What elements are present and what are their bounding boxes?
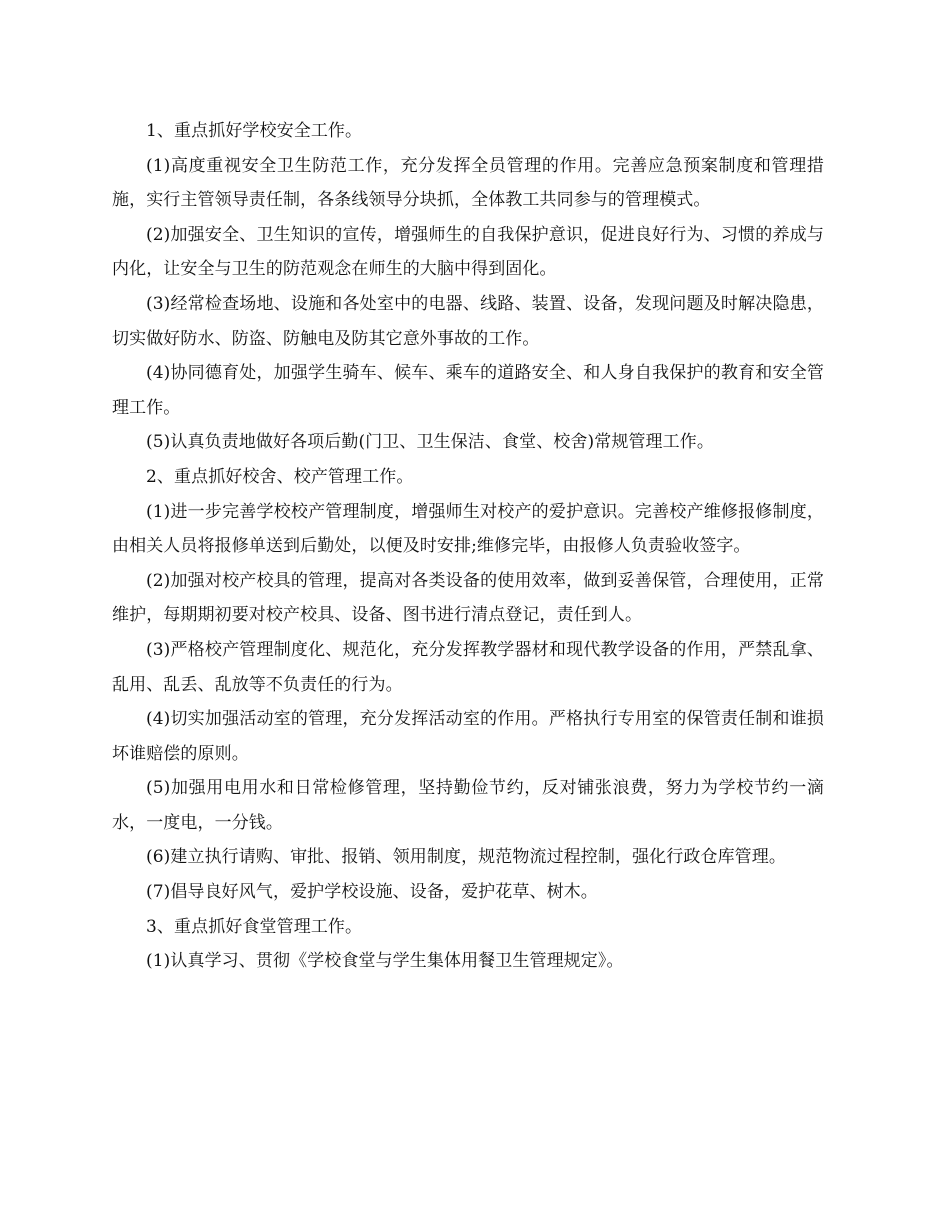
- heading-canteen-management: 3、重点抓好食堂管理工作。: [146, 916, 363, 937]
- paragraph: (5)认真负责地做好各项后勤(门卫、卫生保洁、食堂、校舍)常规管理工作。: [146, 432, 714, 453]
- heading-safety-work: 1、重点抓好学校安全工作。: [146, 121, 363, 141]
- paragraph: (1)高度重视安全卫生防范工作，充分发挥全员管理的作用。完善应急预案制度和管理措施，实行主管领导责任制，各条线领导分块抓，全体教工共同参与的管理模式。: [112, 155, 824, 211]
- paragraph: (1)认真学习、贯彻《学校食堂与学生集体用餐卫生管理规定》。: [146, 951, 624, 972]
- paragraph: (3)严格校产管理制度化、规范化，充分发挥教学器材和现代教学设备的作用，严禁乱拿、乱用、乱丢、乱放等不负责任的行为。: [112, 639, 824, 695]
- heading-property-management: 2、重点抓好校舍、校产管理工作。: [146, 466, 414, 487]
- paragraph: (2)加强对校产校具的管理，提高对各类设备的使用效率，做到妥善保管，合理使用，正常维护，每期期初要对校产校具、设备、图书进行清点登记，责任到人。: [112, 570, 824, 626]
- paragraph: (5)加强用电用水和日常检修管理，坚持勤俭节约，反对铺张浪费，努力为学校节约一滴水，一度电，一分钱。: [112, 778, 824, 833]
- paragraph: (6)建立执行请购、审批、报销、领用制度，规范物流过程控制，强化行政仓库管理。: [146, 847, 786, 868]
- paragraph: (7)倡导良好风气，爱护学校设施、设备，爱护花草、树木。: [146, 882, 598, 903]
- paragraph: (2)加强安全、卫生知识的宣传，增强师生的自我保护意识，促进良好行为、习惯的养成与内化，让安全与卫生的防范观念在师生的大脑中得到固化。: [112, 224, 824, 280]
- document-body: [112, 114, 824, 979]
- paragraph: (3)经常检查场地、设施和各处室中的电器、线路、装置、设备，发现问题及时解决隐患，切实做好防水、防盗、防触电及防其它意外事故的工作。: [112, 293, 824, 349]
- paragraph: (4)切实加强活动室的管理，充分发挥活动室的作用。严格执行专用室的保管责任制和谁损坏谁赔偿的原则。: [112, 709, 824, 764]
- paragraph: (4)协同德育处，加强学生骑车、候车、乘车的道路安全、和人身自我保护的教育和安全管理工作。: [112, 363, 824, 418]
- paragraph: (1)进一步完善学校校产管理制度，增强师生对校产的爱护意识。完善校产维修报修制度，由相关人员将报修单送到后勤处，以便及时安排;维修完毕，由报修人负责验收签字。: [112, 501, 824, 557]
